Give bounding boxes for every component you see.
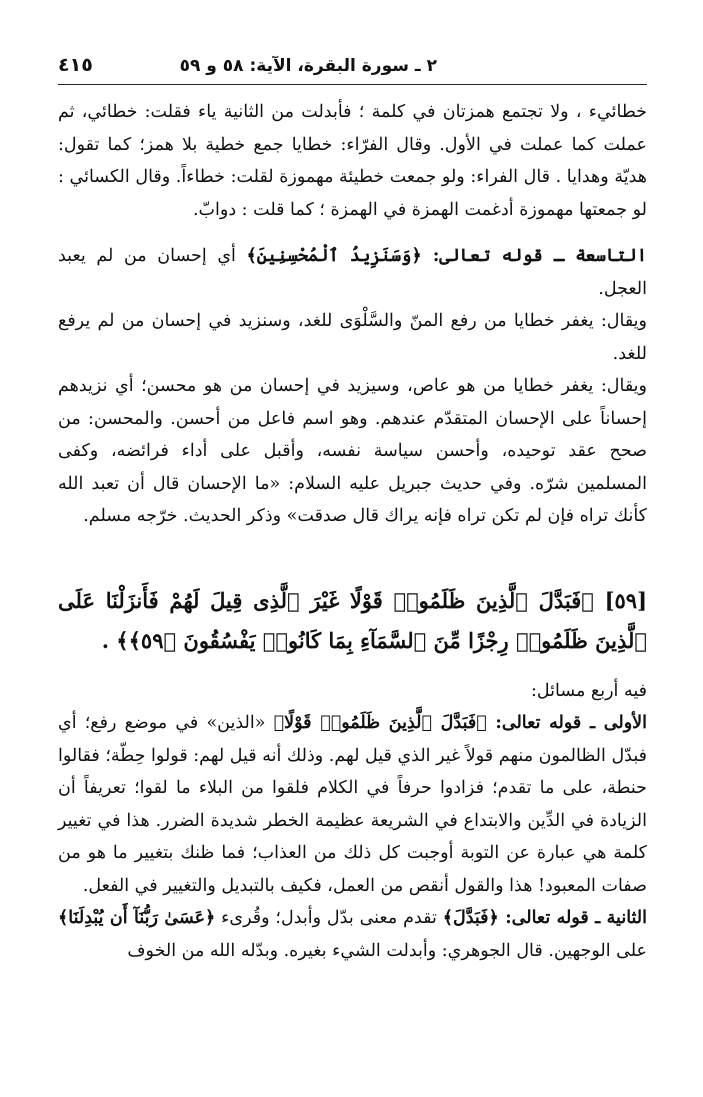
paragraph-text: أي إحسان من لم يعبد العجل. [58, 246, 647, 299]
paragraph-text: «الذين» في موضع رفع؛ أي فبدّل الظالمون منهم قولاً غير الذي قيل لهم. وذلك أنه قيل لهم: قولوا حِطّة؛ فقالوا حنطة، على ما تقدم؛ فزادوا حرفاً في الكلام فلقوا من البلاء ما لقوا؛ تعريفاً أن الزيادة في الدِّين والابتداع في الشريعة عظيمة الخطر شديدة الضرر. هذا في تغيير كلمة هي عبارة عن التوبة أوجبت كل ذلك من العذاب؛ فما ظنك بتغيير ما هو من صفات المعبود! هذا والقول أنقص من العمل، فكيف بالتبديل والتغيير في الفعل. [58, 713, 647, 896]
paragraph-manna: ويقال: يغفر خطايا من رفع المنّ والسَّلْوَى للغد، وسنزيد في إحسان من لم يرفع للغد. [58, 311, 647, 364]
running-header [58, 50, 647, 85]
issue-heading: الثانية ـ قوله تعالى: [498, 908, 647, 928]
paragraph-khataya: خطائيء ، ولا تجتمع همزتان في كلمة ؛ فأبدلت من الثانية ياء فقلت: خطائي، ثم عملت كما عملت في الأول. وقال الفرّاء: خطايا جمع خطية بلا همز؛ كما تقول: هديّة وهدايا . قال الفراء: ولو جمعت خطيئة مهموزة لقلت: خطاءاً. وقال الكسائي : لو جمعتها مهموزة أدغمت الهمزة في الهمزة ؛ كما قلت : دوابّ. [58, 102, 647, 220]
verse-number: [٥٩] [604, 587, 648, 613]
page-body [58, 96, 647, 967]
quran-quote: ﴿عَسَىٰ رَبُّنَآ أَن يُبْدِلَنَا﴾ [58, 908, 216, 928]
paragraph-first-issue [58, 707, 647, 902]
issue-heading: التاسعة ـ قوله تعالى: [421, 246, 647, 266]
paragraph-text: تقدم معنى بدّل وأبدل؛ وقُرىء [215, 908, 443, 928]
paragraph-second-issue [58, 902, 647, 967]
quran-quote: ﴿فَبَدَّلَ﴾ [442, 908, 499, 928]
quran-quote: ﴿وَسَنَزِيدُ ٱلْمُحْسِنِينَ﴾ [246, 246, 422, 266]
paragraph-four-issues: فيه أربع مسائل: [531, 680, 647, 701]
verse-59 [58, 581, 647, 661]
paragraph-ninth-issue [58, 240, 647, 305]
quran-quote: ﴿فَبَدَّلَ ٱلَّذِينَ ظَلَمُوا۟ قَوْلًا﴾ [273, 713, 487, 733]
issue-heading: الأولى ـ قوله تعالى: [486, 713, 647, 733]
verse-text: ﴿فَبَدَّلَ ٱلَّذِينَ ظَلَمُوا۟ قَوْلًا غَيْرَ ٱلَّذِى قِيلَ لَهُمْ فَأَنزَلْنَا عَلَى ٱلَّذِينَ ظَلَمُوا۟ رِجْزًا مِّنَ ٱلسَّمَآءِ بِمَا كَانُوا۟ يَفْسُقُونَ ﴿٥٩﴾﴾ . [58, 587, 647, 653]
paragraph-ihsan: ويقال: يغفر خطايا من هو عاص، وسيزيد في إحسان من هو محسن؛ أي نزيدهم إحساناً على الإحسان المتقدّم عندهم. وهو اسم فاعل من أحسن. والمحسن: من صحح عقد توحيده، وأحسن سياسة نفسه، وأقبل على أداء فرائضه، وكفى المسلمين شرّه. وفي حديث جبريل عليه السلام: «ما الإحسان قال أن تعبد الله كأنك تراه فإن لم تكن تراه فإنه يراك قال صدقت» وذكر الحديث. خرّجه مسلم. [58, 376, 647, 526]
paragraph-text: على الوجهين. قال الجوهري: وأبدلت الشيء بغيره. وبدّله الله من الخوف [127, 940, 647, 961]
surah-title: ٢ ـ سورة البقرة، الآية: ٥٨ و ٥٩ [179, 56, 437, 76]
page-number: ٤١٥ [58, 54, 93, 76]
